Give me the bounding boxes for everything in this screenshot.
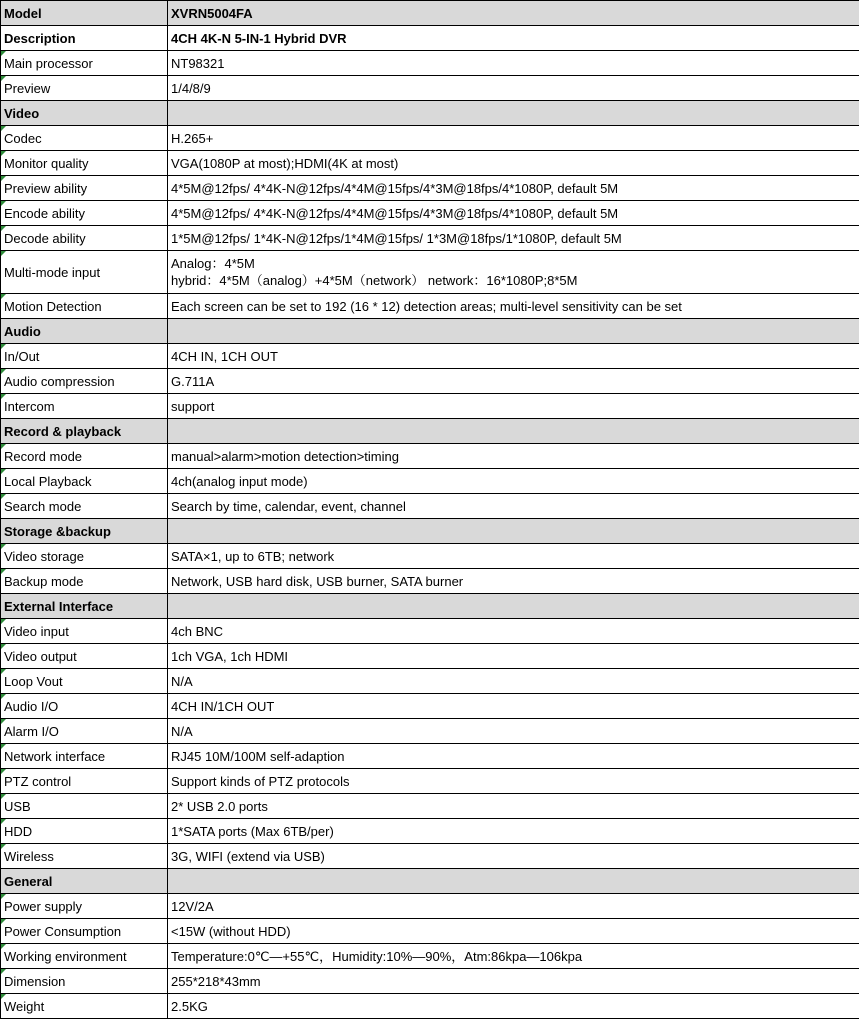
spec-label-cell [1, 894, 168, 919]
spec-row [1, 819, 859, 844]
cell-comment-marker-icon [1, 469, 6, 474]
spec-label: Alarm I/O [4, 723, 59, 739]
spec-row [1, 744, 859, 769]
spec-value: 4*5M@12fps/ 4*4K-N@12fps/4*4M@15fps/4*3M@18fps/4*1080P, default 5M [171, 180, 619, 196]
spec-value-cell [168, 544, 859, 569]
spec-row [1, 619, 859, 644]
spec-value: 12V/2A [171, 898, 214, 914]
spec-row [1, 844, 859, 869]
spec-label: Backup mode [4, 573, 84, 589]
spec-value-cell [168, 394, 859, 419]
spec-value-cell [168, 419, 859, 444]
spec-row [1, 151, 859, 176]
spec-value-cell [168, 251, 859, 294]
spec-value-cell [168, 619, 859, 644]
spec-value-cell [168, 669, 859, 694]
spec-label: Model [4, 5, 42, 21]
spec-value: H.265+ [171, 130, 214, 146]
spec-value-cell [168, 294, 859, 319]
spec-row [1, 644, 859, 669]
spec-row [1, 969, 859, 994]
spec-value-cell [168, 719, 859, 744]
spec-value-line-2: hybrid：4*5M（analog）+4*5M（network） network：16*1080P;8*5M [171, 273, 578, 288]
spec-row [1, 176, 859, 201]
spec-label-cell [1, 176, 168, 201]
spec-label-cell [1, 251, 168, 294]
spec-value: NT98321 [171, 55, 225, 71]
section-header-row [1, 1, 859, 26]
spec-table-body [1, 1, 859, 1019]
spec-value-cell [168, 469, 859, 494]
spec-value: support [171, 398, 215, 414]
spec-label-cell [1, 794, 168, 819]
spec-row [1, 544, 859, 569]
cell-comment-marker-icon [1, 369, 6, 374]
spec-row [1, 494, 859, 519]
spec-value-cell [168, 1, 859, 26]
spec-value: Each screen can be set to 192 (16 * 12) detection areas; multi-level sensitivity can be set [171, 298, 682, 314]
cell-comment-marker-icon [1, 744, 6, 749]
spec-label-cell [1, 669, 168, 694]
spec-value: N/A [171, 723, 193, 739]
spec-label: Power supply [4, 898, 83, 914]
spec-label-cell [1, 644, 168, 669]
spec-row [1, 294, 859, 319]
spec-label-cell [1, 51, 168, 76]
spec-value-cell [168, 201, 859, 226]
spec-value: 4CH IN/1CH OUT [171, 698, 275, 714]
spec-row [1, 251, 859, 294]
spec-value-cell [168, 919, 859, 944]
spec-label: Local Playback [4, 473, 92, 489]
spec-row [1, 26, 859, 51]
cell-comment-marker-icon [1, 919, 6, 924]
spec-row [1, 894, 859, 919]
cell-comment-marker-icon [1, 569, 6, 574]
cell-comment-marker-icon [1, 251, 6, 256]
spec-label-cell [1, 76, 168, 101]
spec-value: 1*SATA ports (Max 6TB/per) [171, 823, 334, 839]
spec-label: General [4, 873, 53, 889]
spec-value: N/A [171, 673, 193, 689]
spec-value-cell [168, 944, 859, 969]
spec-label: Preview [4, 80, 51, 96]
spec-label: Audio I/O [4, 698, 59, 714]
cell-comment-marker-icon [1, 694, 6, 699]
section-header-row [1, 101, 859, 126]
spec-label-cell [1, 819, 168, 844]
spec-label: Encode ability [4, 205, 85, 221]
spec-label-cell [1, 26, 168, 51]
spec-value: 2.5KG [171, 998, 208, 1014]
spec-label-cell [1, 419, 168, 444]
spec-label: Intercom [4, 398, 55, 414]
spec-label-cell [1, 226, 168, 251]
spec-label-cell [1, 569, 168, 594]
spec-value-cell [168, 176, 859, 201]
spec-row [1, 226, 859, 251]
spec-row [1, 669, 859, 694]
spec-row [1, 369, 859, 394]
spec-label-cell [1, 201, 168, 226]
cell-comment-marker-icon [1, 944, 6, 949]
spec-value-cell [168, 844, 859, 869]
spec-label: Storage &backup [4, 523, 111, 539]
spec-value: Temperature:0℃—+55℃，Humidity:10%—90%，Atm:86kpa—106kpa [171, 948, 583, 964]
spec-label-cell [1, 994, 168, 1019]
spec-label: Decode ability [4, 230, 86, 246]
section-header-row [1, 519, 859, 544]
spec-label: Video output [4, 648, 77, 664]
spec-row [1, 719, 859, 744]
spec-value-cell [168, 494, 859, 519]
spec-value: Support kinds of PTZ protocols [171, 773, 350, 789]
spec-row [1, 994, 859, 1019]
spec-row [1, 769, 859, 794]
spec-label: Network interface [4, 748, 106, 764]
cell-comment-marker-icon [1, 444, 6, 449]
spec-row [1, 469, 859, 494]
spec-label-cell [1, 694, 168, 719]
spec-value-cell [168, 869, 859, 894]
spec-row [1, 394, 859, 419]
spec-label-cell [1, 101, 168, 126]
spec-label: Multi-mode input [4, 264, 101, 280]
spec-label-cell [1, 469, 168, 494]
spec-value-cell [168, 744, 859, 769]
cell-comment-marker-icon [1, 544, 6, 549]
spec-value: RJ45 10M/100M self-adaption [171, 748, 345, 764]
spec-value: manual>alarm>motion detection>timing [171, 448, 399, 464]
spec-label: Main processor [4, 55, 93, 71]
spec-value: 4ch BNC [171, 623, 224, 639]
spec-value-cell [168, 994, 859, 1019]
cell-comment-marker-icon [1, 669, 6, 674]
cell-comment-marker-icon [1, 769, 6, 774]
spec-row [1, 569, 859, 594]
spec-value: Analog：4*5M [171, 256, 255, 271]
cell-comment-marker-icon [1, 844, 6, 849]
spec-value: G.711A [171, 373, 215, 389]
spec-value: 255*218*43mm [171, 973, 261, 989]
spec-label-cell [1, 744, 168, 769]
spec-label: Motion Detection [4, 298, 102, 314]
spec-value-cell [168, 694, 859, 719]
spec-row [1, 344, 859, 369]
spec-label-cell [1, 444, 168, 469]
section-header-row [1, 869, 859, 894]
spec-value-cell [168, 101, 859, 126]
spec-value-cell [168, 319, 859, 344]
spec-label: Video input [4, 623, 69, 639]
cell-comment-marker-icon [1, 619, 6, 624]
spec-value-cell [168, 26, 859, 51]
spec-row [1, 76, 859, 101]
spec-label: Dimension [4, 973, 66, 989]
spec-value-cell [168, 344, 859, 369]
spec-value-cell [168, 819, 859, 844]
spec-value-cell [168, 969, 859, 994]
spec-row [1, 794, 859, 819]
spec-value-cell [168, 444, 859, 469]
spec-label: Audio [4, 323, 41, 339]
cell-comment-marker-icon [1, 394, 6, 399]
cell-comment-marker-icon [1, 994, 6, 999]
spec-label: Working environment [4, 948, 127, 964]
spec-label-cell [1, 869, 168, 894]
spec-label-cell [1, 544, 168, 569]
section-header-row [1, 594, 859, 619]
spec-row [1, 694, 859, 719]
spec-row [1, 444, 859, 469]
spec-label-cell [1, 769, 168, 794]
spec-label: Loop Vout [4, 673, 63, 689]
spec-label-cell [1, 494, 168, 519]
spec-value-cell [168, 76, 859, 101]
spec-row [1, 919, 859, 944]
spec-value: XVRN5004FA [171, 5, 253, 21]
spec-label: Search mode [4, 498, 82, 514]
spec-value: 1*5M@12fps/ 1*4K-N@12fps/1*4M@15fps/ 1*3M@18fps/1*1080P, default 5M [171, 230, 622, 246]
spec-value-cell [168, 794, 859, 819]
cell-comment-marker-icon [1, 76, 6, 81]
spec-label: Wireless [4, 848, 54, 864]
spec-label-cell [1, 919, 168, 944]
cell-comment-marker-icon [1, 344, 6, 349]
spec-row [1, 944, 859, 969]
spec-row [1, 51, 859, 76]
spec-value-cell [168, 369, 859, 394]
spec-value-cell [168, 894, 859, 919]
cell-comment-marker-icon [1, 894, 6, 899]
spec-label-cell [1, 319, 168, 344]
spec-value-cell [168, 51, 859, 76]
cell-comment-marker-icon [1, 226, 6, 231]
cell-comment-marker-icon [1, 176, 6, 181]
spec-label: HDD [4, 823, 33, 839]
spec-value: 1/4/8/9 [171, 80, 211, 96]
spec-label-cell [1, 294, 168, 319]
spec-label-cell [1, 719, 168, 744]
spec-value: SATA×1, up to 6TB; network [171, 548, 335, 564]
cell-comment-marker-icon [1, 126, 6, 131]
spec-label-cell [1, 344, 168, 369]
section-header-row [1, 419, 859, 444]
spec-label-cell [1, 369, 168, 394]
spec-value: 4ch(analog input mode) [171, 473, 308, 489]
spec-label-cell [1, 619, 168, 644]
spec-label-cell [1, 1, 168, 26]
spec-label: PTZ control [4, 773, 72, 789]
cell-comment-marker-icon [1, 201, 6, 206]
spec-value: 2* USB 2.0 ports [171, 798, 268, 814]
spec-label-cell [1, 594, 168, 619]
spec-value-cell [168, 226, 859, 251]
spec-value: Network, USB hard disk, USB burner, SATA burner [171, 573, 464, 589]
spec-label-cell [1, 944, 168, 969]
spec-label: In/Out [4, 348, 40, 364]
section-header-row [1, 319, 859, 344]
spec-value-cell [168, 569, 859, 594]
spec-label: USB [4, 798, 31, 814]
spec-value: Search by time, calendar, event, channel [171, 498, 406, 514]
spec-label: External Interface [4, 598, 114, 614]
spec-value: <15W (without HDD) [171, 923, 291, 939]
cell-comment-marker-icon [1, 794, 6, 799]
cell-comment-marker-icon [1, 494, 6, 499]
spec-value-cell [168, 769, 859, 794]
spec-value: 4CH 4K-N 5-IN-1 Hybrid DVR [171, 30, 347, 46]
spec-label: Weight [4, 998, 45, 1014]
spec-value-cell [168, 594, 859, 619]
cell-comment-marker-icon [1, 819, 6, 824]
cell-comment-marker-icon [1, 644, 6, 649]
spec-label: Video [4, 105, 40, 121]
spec-label: Record & playback [4, 423, 122, 439]
cell-comment-marker-icon [1, 51, 6, 56]
spec-label: Audio compression [4, 373, 115, 389]
spec-label-cell [1, 394, 168, 419]
spec-label: Preview ability [4, 180, 88, 196]
cell-comment-marker-icon [1, 151, 6, 156]
spec-row [1, 201, 859, 226]
spec-label-cell [1, 126, 168, 151]
spec-value: 3G, WIFI (extend via USB) [171, 848, 325, 864]
cell-comment-marker-icon [1, 719, 6, 724]
spec-value: VGA(1080P at most);HDMI(4K at most) [171, 155, 399, 171]
spec-label-cell [1, 519, 168, 544]
spec-value-cell [168, 519, 859, 544]
spec-value: 4*5M@12fps/ 4*4K-N@12fps/4*4M@15fps/4*3M@18fps/4*1080P, default 5M [171, 205, 619, 221]
spec-label-cell [1, 151, 168, 176]
cell-comment-marker-icon [1, 969, 6, 974]
spec-label: Description [4, 30, 76, 46]
spec-value-cell [168, 151, 859, 176]
spec-label: Record mode [4, 448, 83, 464]
spec-label: Power Consumption [4, 923, 122, 939]
spec-label: Monitor quality [4, 155, 89, 171]
spec-label: Video storage [4, 548, 84, 564]
spec-value-cell [168, 644, 859, 669]
spec-label-cell [1, 844, 168, 869]
spec-value: 4CH IN, 1CH OUT [171, 348, 278, 364]
spec-label-cell [1, 969, 168, 994]
spec-label: Codec [4, 130, 42, 146]
cell-comment-marker-icon [1, 294, 6, 299]
spec-value: 1ch VGA, 1ch HDMI [171, 648, 289, 664]
spec-row [1, 126, 859, 151]
spec-value-cell [168, 126, 859, 151]
